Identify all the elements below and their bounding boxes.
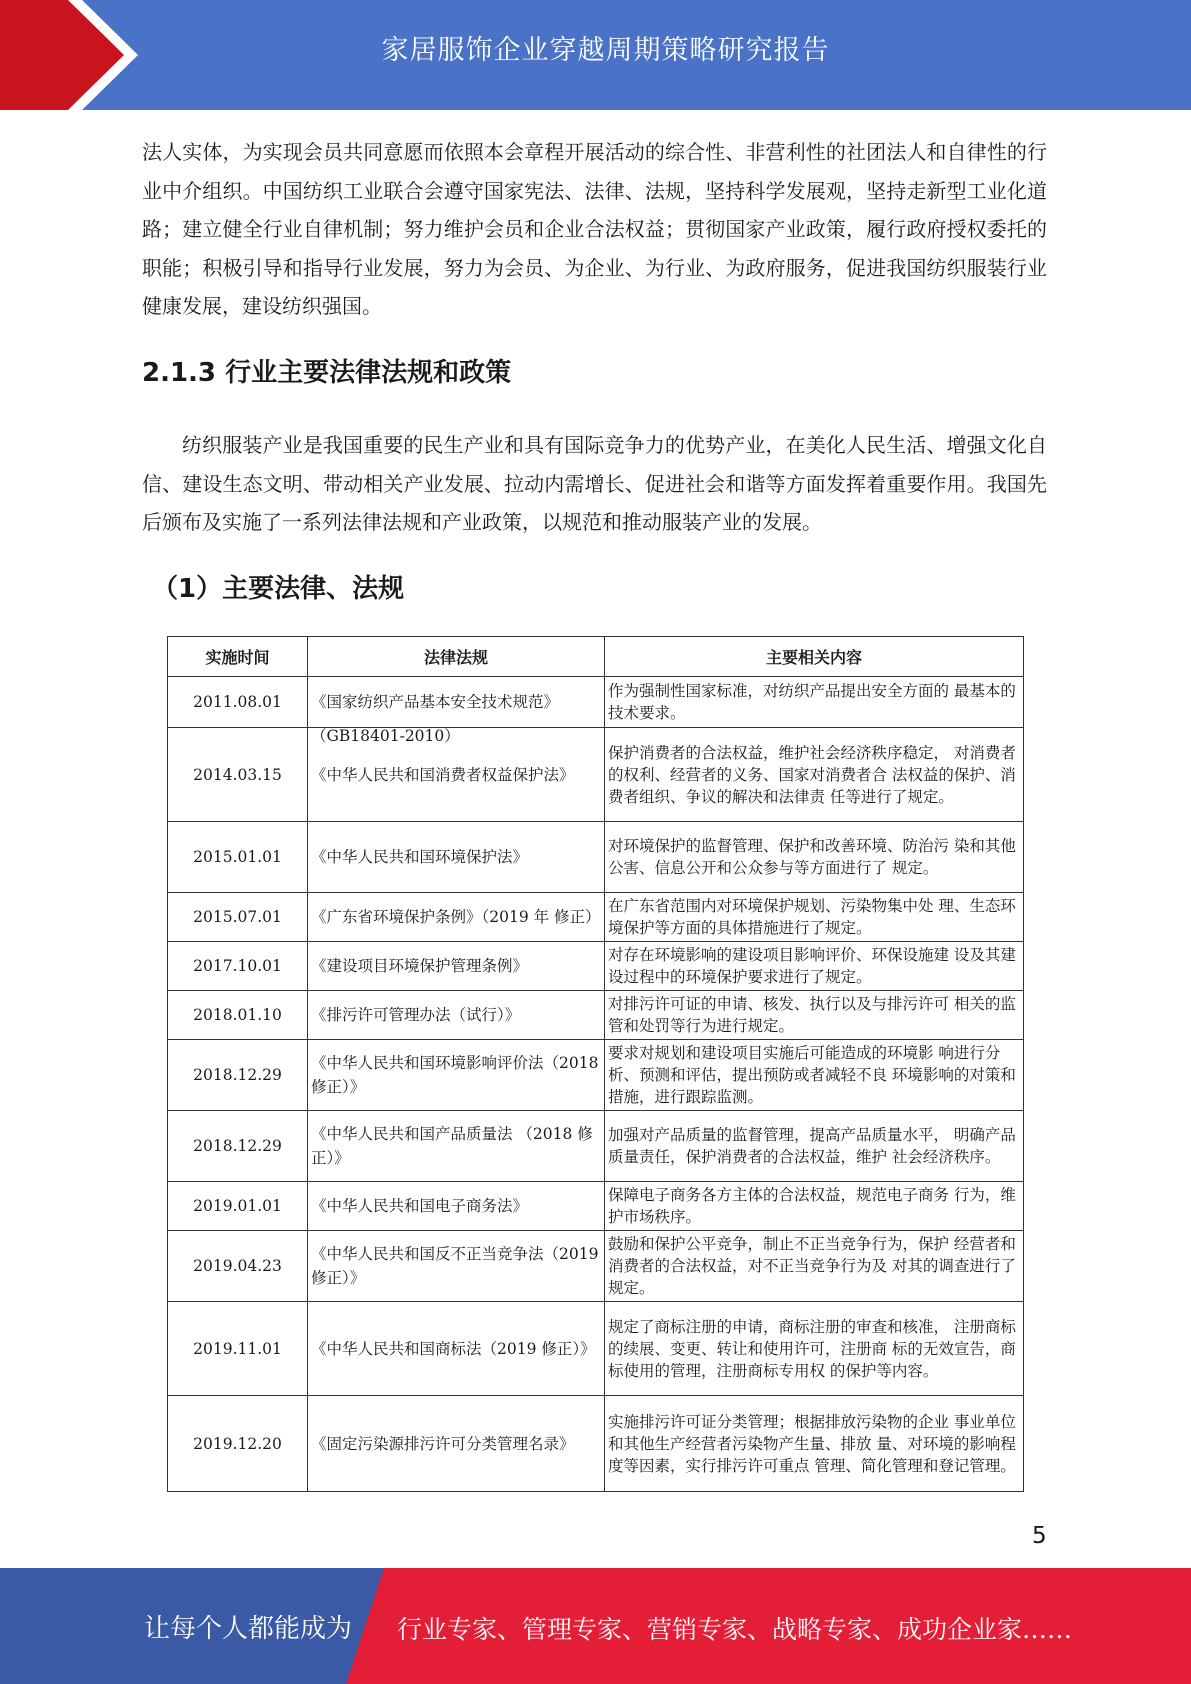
footer-slogan-right: 行业专家、管理专家、营销专家、战略专家、成功企业家…… xyxy=(397,1615,1073,1644)
content-cell: 在广东省范围内对环境保护规划、污染物集中处 理、生态环境保护等方面的具体措施进行了规定。 xyxy=(605,893,1024,942)
page-number: 5 xyxy=(1032,1523,1047,1549)
content-cell: 实施排污许可证分类管理；根据排放污染物的企业 事业单位和其他生产经营者污染物产生量、排放 量、对环境的影响程度等因素，实行排污许可重点 管理、简化管理和登记管理。 xyxy=(605,1396,1024,1492)
date-cell: 2019.01.01 xyxy=(168,1182,308,1231)
law-cell: 《中华人民共和国消费者权益保护法》 xyxy=(308,728,605,822)
date-cell: 2019.12.20 xyxy=(168,1396,308,1492)
content-cell: 要求对规划和建设项目实施后可能造成的环境影 响进行分析、预测和评估，提出预防或者减轻不良 环境影响的对策和措施，进行跟踪监测。 xyxy=(605,1040,1024,1111)
law-cell: 《排污许可管理办法（试行）》 xyxy=(308,991,605,1040)
table-row xyxy=(168,1302,1024,1396)
section-paragraph: 纺织服装产业是我国重要的民生产业和具有国际竞争力的优势产业，在美化人民生活、增强文化自信、建设生态文明、带动相关产业发展、拉动内需增长、促进社会和谐等方面发挥着重要作用。我国先后颁布及实施了一系列法律法规和产业政策，以规范和推动服装产业的发展。 xyxy=(142,433,1047,534)
law-cell-text: 《国家纺织产品基本安全技术规范》（GB18401-2010） xyxy=(311,693,560,745)
content-cell: 规定了商标注册的申请，商标注册的审查和核准， 注册商标的续展、变更、转让和使用许可，注册商 标的无效宣告，商标使用的管理，注册商标专用权 的保护等内容。 xyxy=(605,1302,1024,1396)
header-content: 主要相关内容 xyxy=(605,637,1024,677)
content-cell: 加强对产品质量的监督管理，提高产品质量水平， 明确产品质量责任，保护消费者的合法权益，维护 社会经济秩序。 xyxy=(605,1111,1024,1182)
content-cell: 对存在环境影响的建设项目影响评价、环保设施建 设及其建设过程中的环境保护要求进行了规定。 xyxy=(605,942,1024,991)
law-cell: 《固定污染源排污许可分类管理名录》 xyxy=(308,1396,605,1492)
table-row xyxy=(168,677,1024,728)
table-header-row xyxy=(168,637,1024,677)
table-row xyxy=(168,1040,1024,1111)
content-cell: 对环境保护的监督管理、保护和改善环境、防治污 染和其他公害、信息公开和公众参与等方面进行了 规定。 xyxy=(605,822,1024,893)
date-cell: 2018.12.29 xyxy=(168,1040,308,1111)
header-law: 法律法规 xyxy=(308,637,605,677)
date-cell: 2018.12.29 xyxy=(168,1111,308,1182)
table-row xyxy=(168,822,1024,893)
content-cell: 对排污许可证的申请、核发、执行以及与排污许可 相关的监管和处罚等行为进行规定。 xyxy=(605,991,1024,1040)
report-title: 家居服饰企业穿越周期策略研究报告 xyxy=(381,35,830,66)
table-row xyxy=(168,893,1024,942)
header-date: 实施时间 xyxy=(168,637,308,677)
table-row xyxy=(168,1231,1024,1302)
section-heading: 2.1.3 行业主要法律法规和政策 xyxy=(142,358,512,388)
date-cell: 2017.10.01 xyxy=(168,942,308,991)
date-cell: 2019.11.01 xyxy=(168,1302,308,1396)
table-row xyxy=(168,942,1024,991)
law-cell: 《中华人民共和国商标法（2019 修正）》 xyxy=(308,1302,605,1396)
date-cell: 2015.01.01 xyxy=(168,822,308,893)
content-cell: 作为强制性国家标准，对纺织产品提出安全方面的 最基本的技术要求。 xyxy=(605,677,1024,728)
date-cell: 2011.08.01 xyxy=(168,677,308,728)
date-cell: 2019.04.23 xyxy=(168,1231,308,1302)
date-cell: 2014.03.15 xyxy=(168,728,308,822)
law-cell: 《中华人民共和国产品质量法 （2018 修正）》 xyxy=(308,1111,605,1182)
law-cell xyxy=(308,677,605,745)
table-row xyxy=(168,1111,1024,1182)
content-cell: 鼓励和保护公平竞争，制止不正当竞争行为，保护 经营者和消费者的合法权益，对不正当竞争行为及 对其的调查进行了规定。 xyxy=(605,1231,1024,1302)
page-header xyxy=(0,0,1191,110)
law-cell: 《建设项目环境保护管理条例》 xyxy=(308,942,605,991)
table-row xyxy=(168,991,1024,1040)
content-cell: 保护消费者的合法权益，维护社会经济秩序稳定， 对消费者的权利、经营者的义务、国家对消费者合 法权益的保护、消费者组织、争议的解决和法律责 任等进行了规定。 xyxy=(605,728,1024,822)
law-cell: 《中华人民共和国环境保护法》 xyxy=(308,822,605,893)
date-cell: 2015.07.01 xyxy=(168,893,308,942)
intro-paragraph: 法人实体，为实现会员共同意愿而依照本会章程开展活动的综合性、非营利性的社团法人和自律性的行业中介组织。中国纺织工业联合会遵守国家宪法、法律、法规，坚持科学发展观，坚持走新型工业化道路；建立健全行业自律机制；努力维护会员和企业合法权益；贯彻国家产业政策，履行政府授权委托的职能；积极引导和指导行业发展，努力为会员、为企业、为行业、为政府服务，促进我国纺织服装行业健康发展，建设纺织强国。 xyxy=(142,140,1047,318)
table-row xyxy=(168,728,1024,822)
law-cell: 《中华人民共和国环境影响评价法（2018 修正）》 xyxy=(308,1040,605,1111)
table-row xyxy=(168,1396,1024,1492)
subsection-heading: （1）主要法律、法规 xyxy=(152,574,405,604)
law-cell: 《中华人民共和国电子商务法》 xyxy=(308,1182,605,1231)
date-cell: 2018.01.10 xyxy=(168,991,308,1040)
page-footer xyxy=(0,1568,1191,1684)
law-cell: 《中华人民共和国反不正当竞争法（2019 修正）》 xyxy=(308,1231,605,1302)
laws-table xyxy=(167,636,1024,1492)
table-row xyxy=(168,1182,1024,1231)
footer-slogan-left: 让每个人都能成为 xyxy=(144,1614,353,1644)
content-cell: 保障电子商务各方主体的合法权益，规范电子商务 行为，维护市场秩序。 xyxy=(605,1182,1024,1231)
law-cell: 《广东省环境保护条例》（2019 年 修正） xyxy=(308,893,605,942)
